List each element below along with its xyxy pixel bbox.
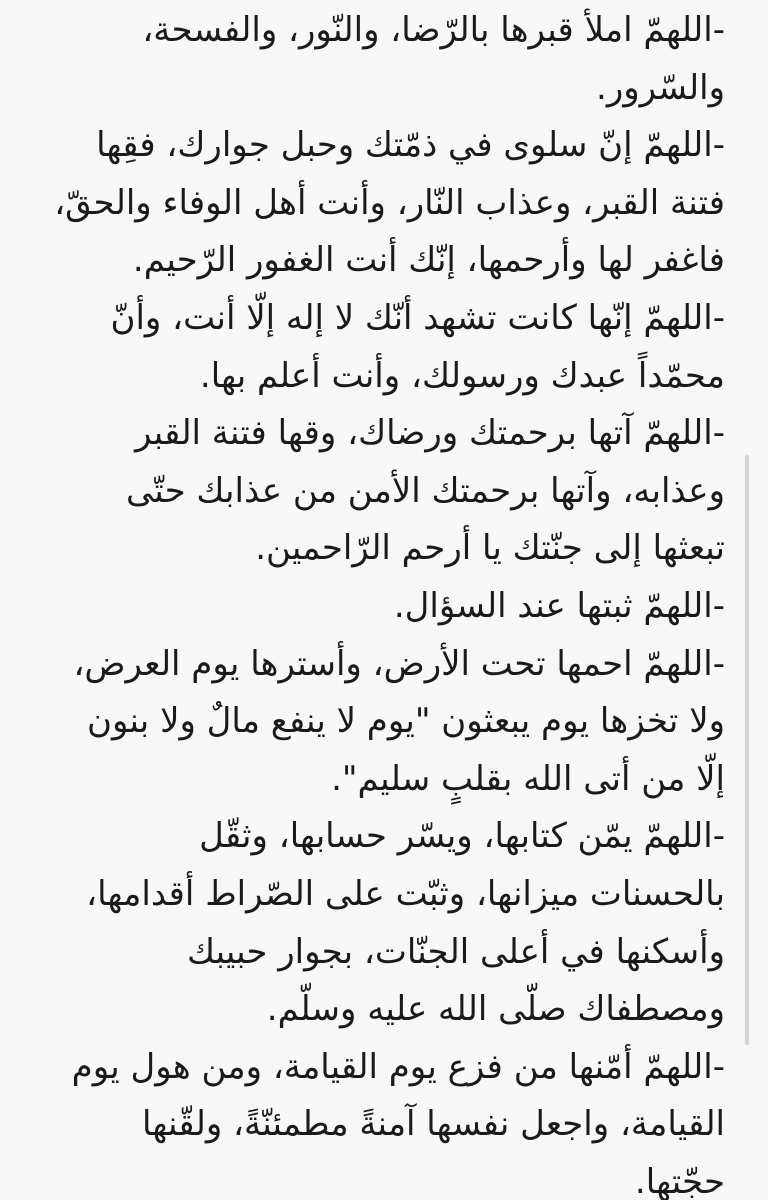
text-line-7: محمّداً عبدك ورسولك، وأنت أعلم بها. (199, 355, 725, 396)
text-line-10: تبعثها إلى جنّتك يا أرحم الرّاحمين. (255, 528, 725, 569)
text-line-21: حجّتها. (634, 1161, 725, 1200)
text-line-13: ولا تخزها يوم يبعثون "يوم لا ينفع مالٌ ولا بنون (87, 701, 725, 742)
scrollbar-thumb[interactable] (745, 455, 749, 1045)
text-line-16: بالحسنات ميزانها، وثبّت على الصّراط أقدامها، (86, 873, 725, 914)
text-line-20: القيامة، واجعل نفسها آمنةً مطمئنّةً، ولقّنها (141, 1104, 725, 1145)
text-line-18: ومصطفاك صلّى الله عليه وسلّم. (266, 989, 725, 1030)
text-line-6: -اللهمّ إنّها كانت تشهد أنّك لا إله إلّا أنت، وأنّ (110, 297, 725, 338)
text-line-12: -اللهمّ احمها تحت الأرض، وأسترها يوم العرض، (73, 643, 725, 684)
text-line-8: -اللهمّ آتها برحمتك ورضاك، وقها فتنة القبر (134, 413, 725, 454)
scrollbar[interactable] (738, 455, 756, 1045)
text-line-15: -اللهمّ يمّن كتابها، ويسّر حسابها، وثقّل (199, 816, 725, 857)
text-line-3: -اللهمّ إنّ سلوى في ذمّتك وحبل جوارك، فقِها (96, 125, 725, 166)
text-line-2: والسّرور. (596, 67, 725, 108)
text-line-1: -اللهمّ املأ قبرها بالرّضا، والنّور، والفسحة، (142, 10, 725, 50)
text-line-17: وأسكنها في أعلى الجنّات، بجوار حبيبك (186, 931, 725, 972)
text-line-19: -اللهمّ أمّنها من فزع يوم القيامة، ومن هول يوم (71, 1046, 725, 1087)
text-line-9: وعذابه، وآتها برحمتك الأمن من عذابك حتّى (125, 470, 725, 511)
text-line-11: -اللهمّ ثبتها عند السؤال. (393, 585, 725, 626)
text-line-5: فاغفر لها وأرحمها، إنّك أنت الغفور الرّحيم. (132, 240, 725, 281)
prayer-text (10, 2, 725, 1200)
text-line-14: إلّا من أتى الله بقلبٍ سليم". (331, 758, 725, 799)
text-line-4: فتنة القبر، وعذاب النّار، وأنت أهل الوفاء والحقّ، (54, 182, 725, 223)
